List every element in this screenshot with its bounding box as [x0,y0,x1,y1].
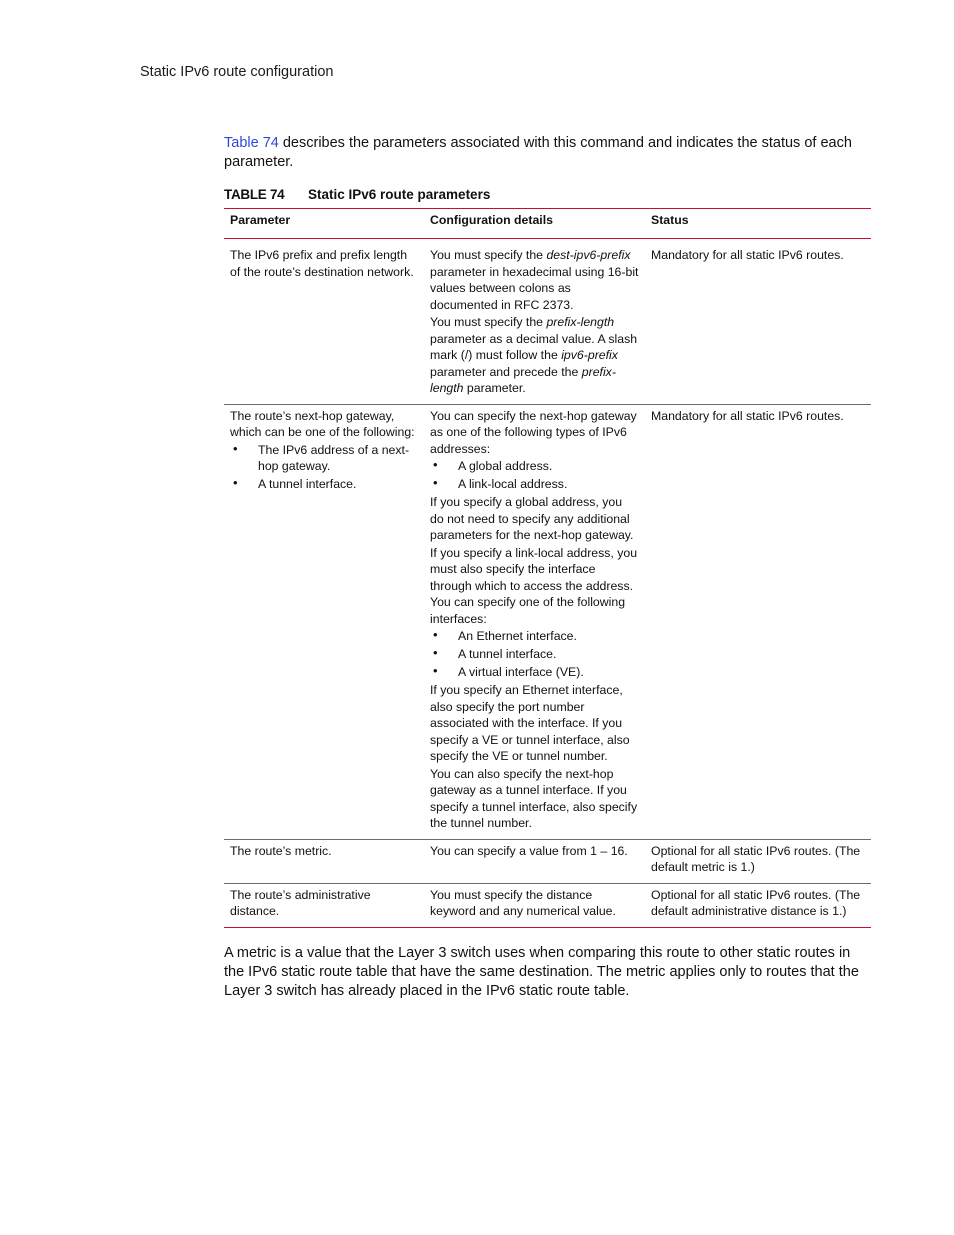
cell-parameter [224,404,424,839]
param-prefix-length: prefix-length [430,364,616,395]
details-paragraph: If you specify an Ethernet interface, also specify the port number associated with the interface. If you specify a VE or tunnel interface, also specify the VE or tunnel number. [430,683,630,763]
cell-details [424,883,645,927]
list-item-text: A tunnel interface. [458,647,557,661]
page-content [224,134,871,1001]
cell-status [645,404,871,839]
list-item [230,476,418,493]
list-item-text: A global address. [458,459,553,473]
status-text: Optional for all static IPv6 routes. (The default administrative distance is 1.) [651,887,861,918]
bullet-icon: • [233,475,238,490]
list-item-text: The IPv6 address of a next-hop gateway. [258,442,410,473]
text-run: You must specify the [430,315,547,329]
cell-details [424,404,645,839]
list-item [230,442,418,475]
bullet-icon: • [433,627,438,642]
list-item [430,646,639,663]
table-caption [224,187,871,205]
details-paragraph: If you specify a link-local address, you must also specify the interface through which to access the address. You can specify one of the following interfaces: [430,545,638,626]
text-run: parameter and precede the [430,364,582,379]
header-status: Status [645,209,871,239]
intro-paragraph [224,134,871,172]
param-text: The IPv6 prefix and prefix length of the route’s destination network. [230,248,414,279]
cell-details [424,839,645,883]
table-title: Static IPv6 route parameters [308,187,491,202]
list-item-text: A virtual interface (VE). [458,665,584,679]
table-row [224,883,871,927]
details-paragraph: You can specify a value from 1 – 16. [430,843,628,858]
keyword-distance: distance [546,887,593,902]
header-parameter: Parameter [224,209,424,239]
list-item-text: A tunnel interface. [258,477,357,491]
text-run: parameter as a decimal value. A slash mark (/) must follow the [430,331,638,362]
list-item [430,476,639,493]
list-item [430,628,639,645]
table-row [224,404,871,839]
status-text: Mandatory for all static IPv6 routes. [651,248,844,262]
cell-status [645,839,871,883]
table-row [224,839,871,883]
details-paragraph [430,247,639,313]
details-paragraph [430,887,639,920]
metric-paragraph: A metric is a value that the Layer 3 switch uses when comparing this route to other static routes in the IPv6 static route table that have the same destination. The metric applies only to routes that the Layer 3 switch has already placed in the IPv6 static route table. [224,944,859,999]
details-paragraph: You can specify the next-hop gateway as one of the following types of IPv6 addresses: [430,408,637,456]
bullet-list [430,628,639,681]
list-item [430,664,639,681]
cell-status [645,239,871,405]
bullet-icon: • [433,457,438,472]
status-text: Optional for all static IPv6 routes. (The default metric is 1.) [651,843,861,874]
list-item [430,458,639,475]
intro-text: describes the parameters associated with this command and indicates the status of each parameter. [224,135,852,170]
text-run: keyword and any numerical value. [430,904,616,918]
text-run: You must specify the [430,887,547,902]
cell-details [424,239,645,405]
running-head: Static IPv6 route configuration [140,64,334,80]
text-run: You must specify the [430,248,547,262]
bullet-icon: • [433,475,438,490]
bullet-icon: • [433,663,438,678]
cell-parameter [224,239,424,405]
bullet-icon: • [233,440,238,456]
cell-status [645,883,871,927]
param-prefix-length: prefix-length [546,315,615,329]
details-paragraph: You can also specify the next-hop gateway as a tunnel interface. If you specify a tunnel interface, also specify the tunnel number. [430,766,638,830]
header-configuration-details: Configuration details [424,209,645,239]
cell-parameter [224,839,424,883]
text-run: parameter. [463,381,526,395]
param-text: The route’s metric. [230,843,332,858]
cell-parameter [224,883,424,927]
bullet-icon: • [433,645,438,660]
bullet-list [230,442,418,493]
bullet-list [430,458,639,493]
details-paragraph [430,314,639,397]
list-item-text: An Ethernet interface. [458,629,577,643]
details-paragraph: If you specify a global address, you do not need to specify any additional parameters for the next-hop gateway. [430,495,634,542]
param-text: The route’s administrative distance. [230,887,371,918]
param-dest-ipv6-prefix: dest-ipv6-prefix [546,248,631,262]
status-text: Mandatory for all static IPv6 routes. [651,408,844,423]
param-ipv6-prefix: ipv6-prefix [561,348,618,362]
table-row [224,239,871,405]
list-item-text: A link-local address. [458,477,568,491]
param-text: The route’s next-hop gateway, which can be one of the following: [230,408,415,439]
table-header-row [224,209,871,239]
table-number: TABLE 74 [224,187,285,202]
table-74-link[interactable]: Table 74 [224,135,279,151]
text-run: parameter in hexadecimal using 16-bit values between colons as documented in RFC 2373. [430,264,639,312]
static-ipv6-route-parameters-table [224,208,871,928]
